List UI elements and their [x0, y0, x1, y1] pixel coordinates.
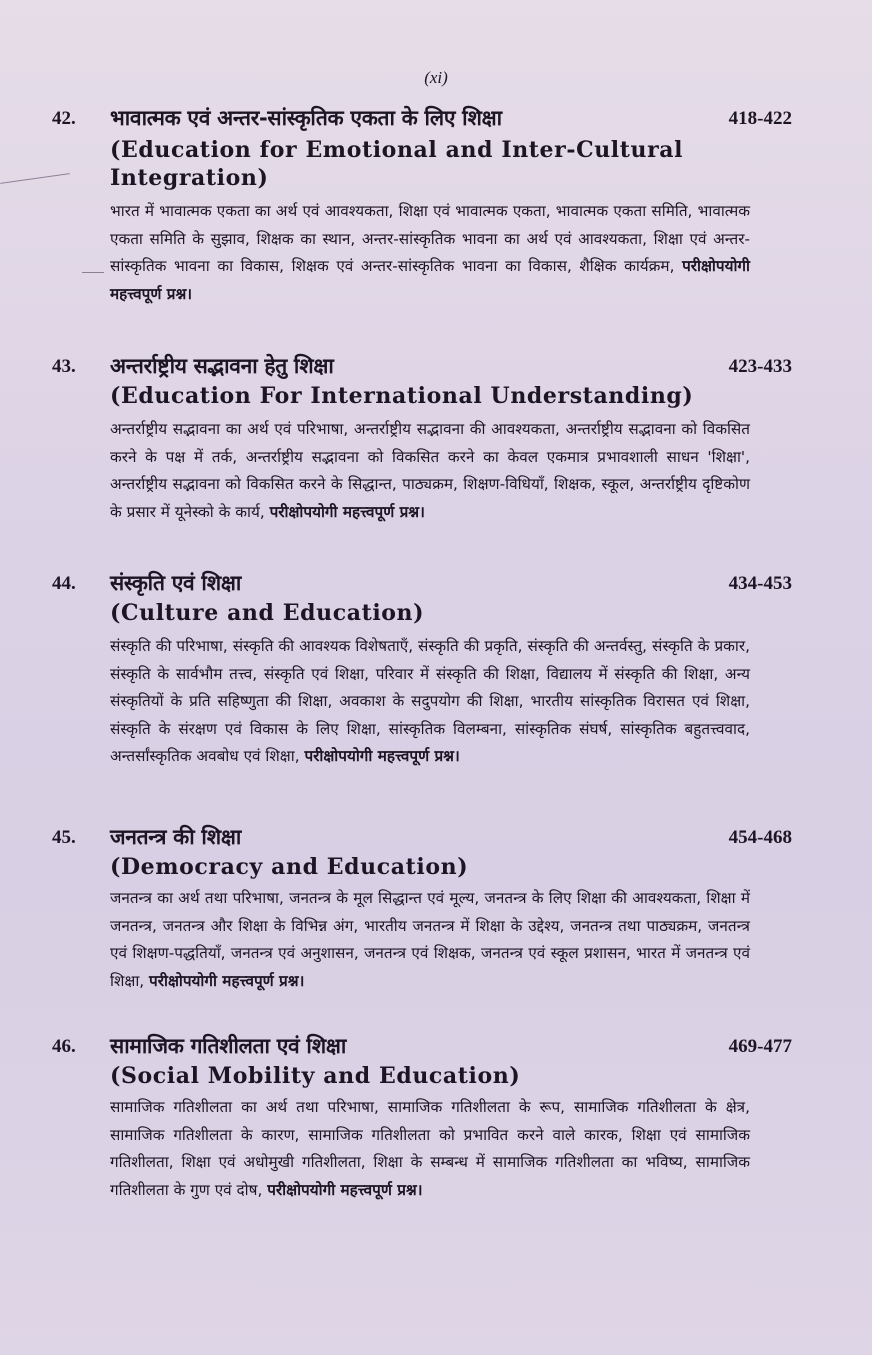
chapter-number: 45. — [52, 827, 76, 848]
chapter-number: 44. — [52, 573, 76, 594]
chapter-title-english: (Social Mobility and Education) — [110, 1063, 521, 1089]
chapter-number: 43. — [52, 356, 76, 377]
page-range: 469-477 — [728, 1036, 792, 1057]
page-number: (xi) — [424, 68, 448, 87]
chapter-title-english: (Culture and Education) — [110, 600, 425, 626]
description-text: भारत में भावात्मक एकता का अर्थ एवं आवश्यकता, शिक्षा एवं भावात्मक एकता, भावात्मक एकता समिति, भावात्मक एकता समिति के सुझाव, शिक्षक का स्थान, अन्तर-सांस्कृतिक भावना का अर्थ एवं आवश्यकता, शिक्षा एवं अन्तर-सांस्कृतिक भावना का विकास, शिक्षक एवं अन्तर-सांस्कृतिक भावना का विकास, शैक्षिक कार्यक्रम, — [110, 202, 750, 276]
chapter-title-hindi: जनतन्त्र की शिक्षा — [110, 825, 242, 849]
description-text: जनतन्त्र का अर्थ तथा परिभाषा, जनतन्त्र के मूल सिद्धान्त एवं मूल्य, जनतन्त्र के लिए शिक्षा की आवश्यकता, शिक्षा में जनतन्त्र, जनतन्त्र और शिक्षा के विभिन्न अंग, भारतीय जनतन्त्र में शिक्षा के उद्देश्य, जनतन्त्र तथा पाठ्यक्रम, जनतन्त्र एवं शिक्षण-पद्धतियाँ, जनतन्त्र एवं अनुशासन, जनतन्त्र एवं शिक्षक, जनतन्त्र एवं स्कूल प्रशासन, भारत में जनतन्त्र एवं शिक्षा, — [110, 889, 750, 990]
description-closing: परीक्षोपयोगी महत्त्वपूर्ण प्रश्न। — [269, 502, 425, 521]
toc-entry — [52, 569, 792, 819]
description-closing: परीक्षोपयोगी महत्त्वपूर्ण प्रश्न। — [149, 971, 305, 990]
chapter-title-hindi: संस्कृति एवं शिक्षा — [110, 571, 242, 595]
page-range: 434-453 — [728, 573, 792, 594]
toc-entry — [52, 1032, 792, 1252]
description-closing: परीक्षोपयोगी महत्त्वपूर्ण प्रश्न। — [110, 257, 750, 303]
margin-mark — [82, 272, 104, 273]
page-range: 418-422 — [728, 108, 792, 129]
description-text: सामाजिक गतिशीलता का अर्थ तथा परिभाषा, सामाजिक गतिशीलता के रूप, सामाजिक गतिशीलता के क्षेत्र, सामाजिक गतिशीलता के कारण, सामाजिक गतिशीलता को प्रभावित करने वाले कारक, शिक्षा एवं सामाजिक गतिशीलता, शिक्षा एवं अधोमुखी गतिशीलता, शिक्षा के सम्बन्ध में सामाजिक गतिशीलता का भविष्य, सामाजिक गतिशीलता के गुण एवं दोष, — [110, 1098, 750, 1199]
toc-entry — [52, 823, 792, 1023]
description-text: संस्कृति की परिभाषा, संस्कृति की आवश्यक विशेषताएँ, संस्कृति की प्रकृति, संस्कृति की अन्तर्वस्तु, संस्कृति के प्रकार, संस्कृति के सार्वभौम तत्त्व, संस्कृति एवं शिक्षा, परिवार में संस्कृति की शिक्षा, विद्यालय में संस्कृति की शिक्षा, अन्य संस्कृतियों के प्रति सहिष्णुता की शिक्षा, अवकाश के सदुपयोग की शिक्षा, भारतीय सांस्कृतिक विरासत एवं शिक्षा, संस्कृति के संरक्षण एवं विकास के लिए शिक्षा, सांस्कृतिक विलम्बना, सांस्कृतिक संघर्ष, सांस्कृतिक बहुतत्त्ववाद, अन्तर्सांस्कृतिक अवबोध एवं शिक्षा, — [110, 637, 750, 766]
chapter-number: 42. — [52, 108, 76, 129]
chapter-description — [110, 633, 750, 771]
chapter-description — [110, 885, 750, 995]
chapter-description — [110, 1094, 750, 1204]
chapter-number: 46. — [52, 1036, 76, 1057]
chapter-title-hindi: भावात्मक एवं अन्तर-सांस्कृतिक एकता के लिए शिक्षा — [110, 106, 502, 130]
description-closing: परीक्षोपयोगी महत्त्वपूर्ण प्रश्न। — [304, 747, 460, 766]
toc-entry — [52, 104, 792, 344]
toc-entry — [52, 352, 792, 562]
page-range: 454-468 — [728, 827, 792, 848]
chapter-title-english: (Education for Emotional and Inter-Cultural Integration) — [110, 137, 684, 191]
chapter-description — [110, 198, 750, 308]
chapter-title-hindi: सामाजिक गतिशीलता एवं शिक्षा — [110, 1034, 347, 1058]
description-closing: परीक्षोपयोगी महत्त्वपूर्ण प्रश्न। — [267, 1180, 423, 1199]
page-range: 423-433 — [728, 356, 792, 377]
chapter-title-english: (Education For International Understanding) — [110, 383, 694, 409]
chapter-title-hindi: अन्तर्राष्ट्रीय सद्भावना हेतु शिक्षा — [110, 354, 334, 378]
chapter-title-english: (Democracy and Education) — [110, 854, 469, 880]
chapter-description — [110, 416, 750, 526]
description-text: अन्तर्राष्ट्रीय सद्भावना का अर्थ एवं परिभाषा, अन्तर्राष्ट्रीय सद्भावना की आवश्यकता, अन्तर्राष्ट्रीय सद्भावना को विकसित करने के पक्ष में तर्क, अन्तर्राष्ट्रीय सद्भावना को विकसित करने का केवल एकमात्र प्रभावशाली साधन 'शिक्षा', अन्तर्राष्ट्रीय सद्भावना को विकसित करने के सिद्धान्त, पाठ्यक्रम, शिक्षण-विधियाँ, शिक्षक, स्कूल, अन्तर्राष्ट्रीय दृष्टिकोण के प्रसार में यूनेस्को के कार्य, — [110, 420, 750, 521]
